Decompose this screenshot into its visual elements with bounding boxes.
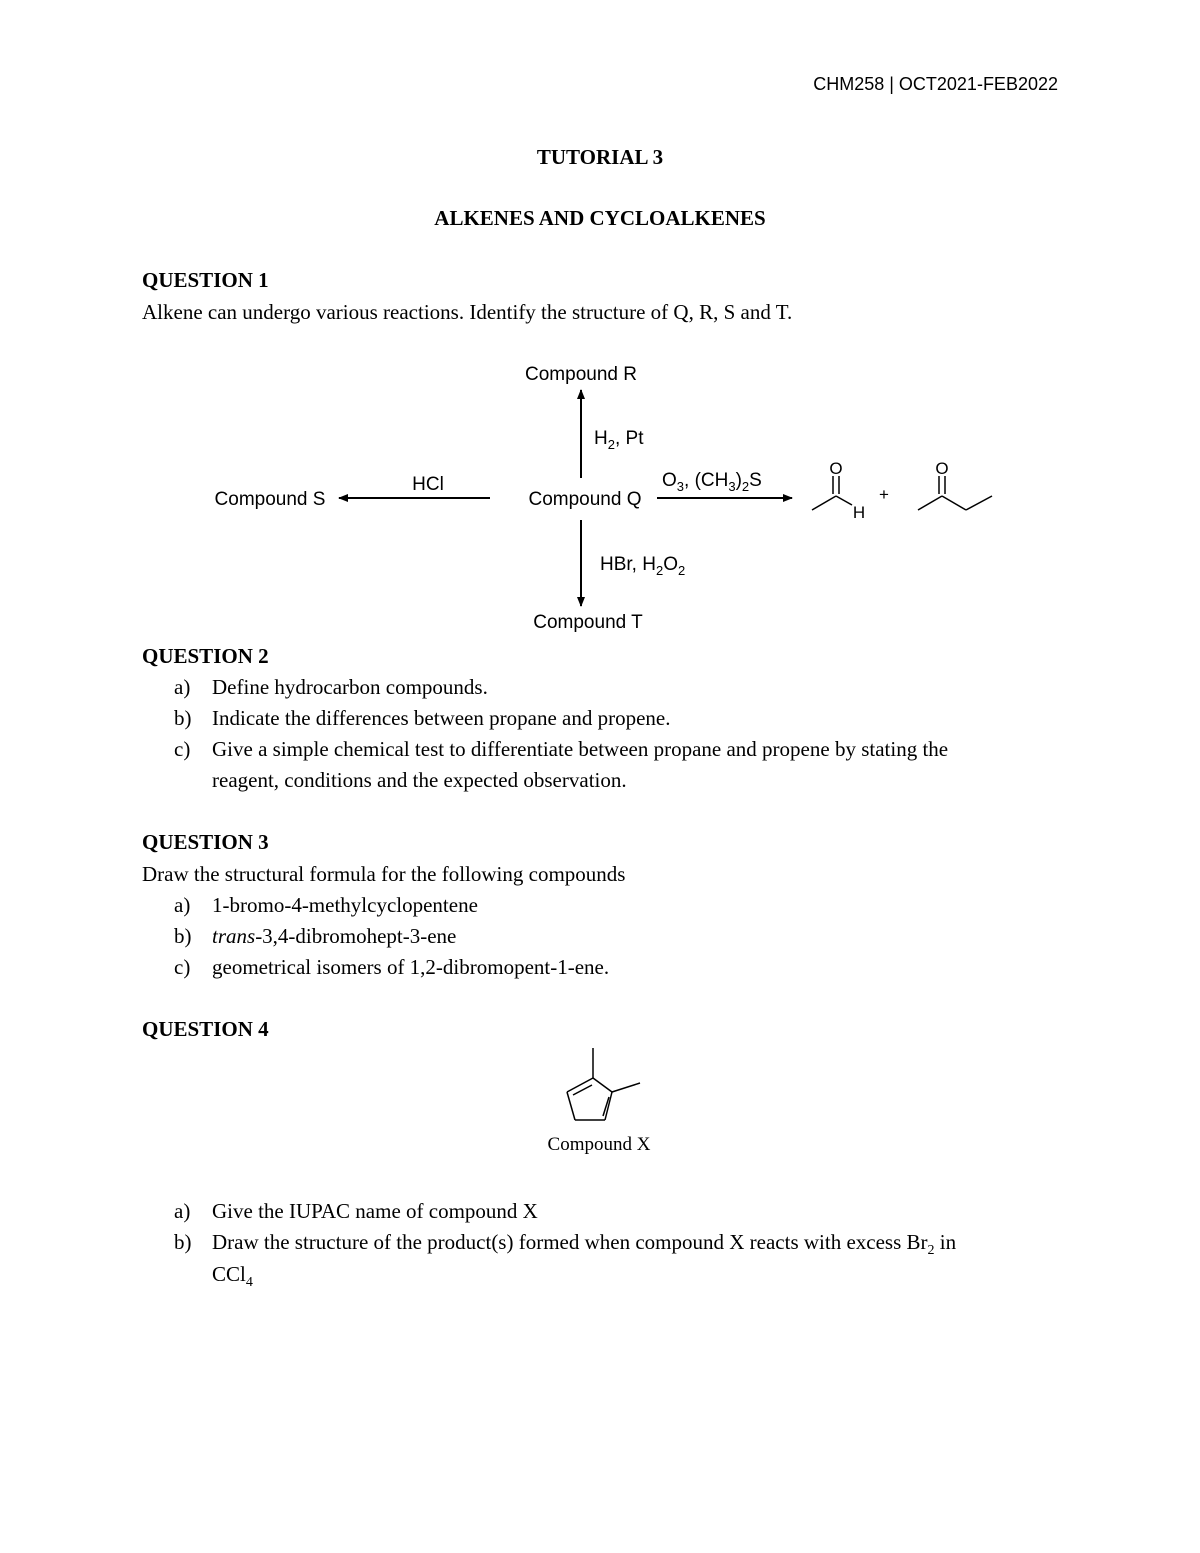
topic-title: ALKENES AND CYCLOALKENES — [434, 206, 766, 230]
reagent-h2-pt: $H_2$, Pt — [594, 428, 644, 452]
plus-sign: + — [879, 485, 889, 504]
reaction-scheme — [0, 340, 1200, 640]
course-reference: CHM258 | OCT2021-FEB2022 — [813, 74, 1058, 94]
reagent-hcl: HCl — [412, 474, 444, 495]
compound-r-label: Compound R — [525, 364, 637, 385]
compound-s-label: Compound S — [214, 489, 326, 510]
compound-x-caption: Compound X — [547, 1134, 651, 1155]
product-acetaldehyde — [812, 476, 852, 510]
compound-x-structure — [550, 1040, 650, 1130]
question-1-text: Alkene can undergo various reactions. Identify the structure of Q, R, S and T. — [142, 300, 793, 324]
question-3-intro: Draw the structural formula for the following compounds — [142, 862, 626, 886]
question-2-item-c-continued: reagent, conditions and the expected observation. — [212, 768, 627, 792]
reagent-hbr-h2o2: HBr, $H_2O_2$ — [600, 554, 686, 578]
question-2-item-b: b) Indicate the differences between propane and propene. — [174, 706, 671, 730]
reagent-ozonolysis: $O_3$, $(CH_3)_2S$ — [662, 470, 762, 494]
question-3-item-a: a) 1-bromo-4-methylcyclopentene — [174, 893, 478, 917]
tutorial-title: TUTORIAL 3 — [536, 145, 664, 169]
compound-t-label: Compound T — [533, 612, 643, 633]
question-1-heading: QUESTION 1 — [142, 268, 269, 292]
question-3-item-b: b) trans-3,4-dibromohept-3-ene — [174, 924, 457, 948]
product-2-oxygen: O — [935, 459, 949, 478]
question-2-item-c: c) Give a simple chemical test to differentiate between propane and propene by stating the — [174, 737, 949, 761]
product-butanone — [918, 476, 992, 510]
question-4-item-b-continued: CCl$_4$ — [212, 1262, 253, 1291]
question-2-heading: QUESTION 2 — [142, 644, 269, 668]
question-4-item-a: a) Give the IUPAC name of compound X — [174, 1199, 538, 1223]
product-1-hydrogen: H — [852, 503, 866, 522]
question-3-item-c: c) geometrical isomers of 1,2-dibromopent-1-ene. — [174, 955, 610, 979]
compound-q-label: Compound Q — [528, 489, 642, 510]
question-2-item-a: a) Define hydrocarbon compounds. — [174, 675, 488, 699]
question-4-heading: QUESTION 4 — [142, 1017, 269, 1041]
question-3-heading: QUESTION 3 — [142, 830, 269, 854]
product-1-oxygen: O — [829, 459, 843, 478]
question-4-item-b: b) Draw the structure of the product(s) formed when compound X reacts with excess $Br_2$ in — [174, 1230, 957, 1259]
